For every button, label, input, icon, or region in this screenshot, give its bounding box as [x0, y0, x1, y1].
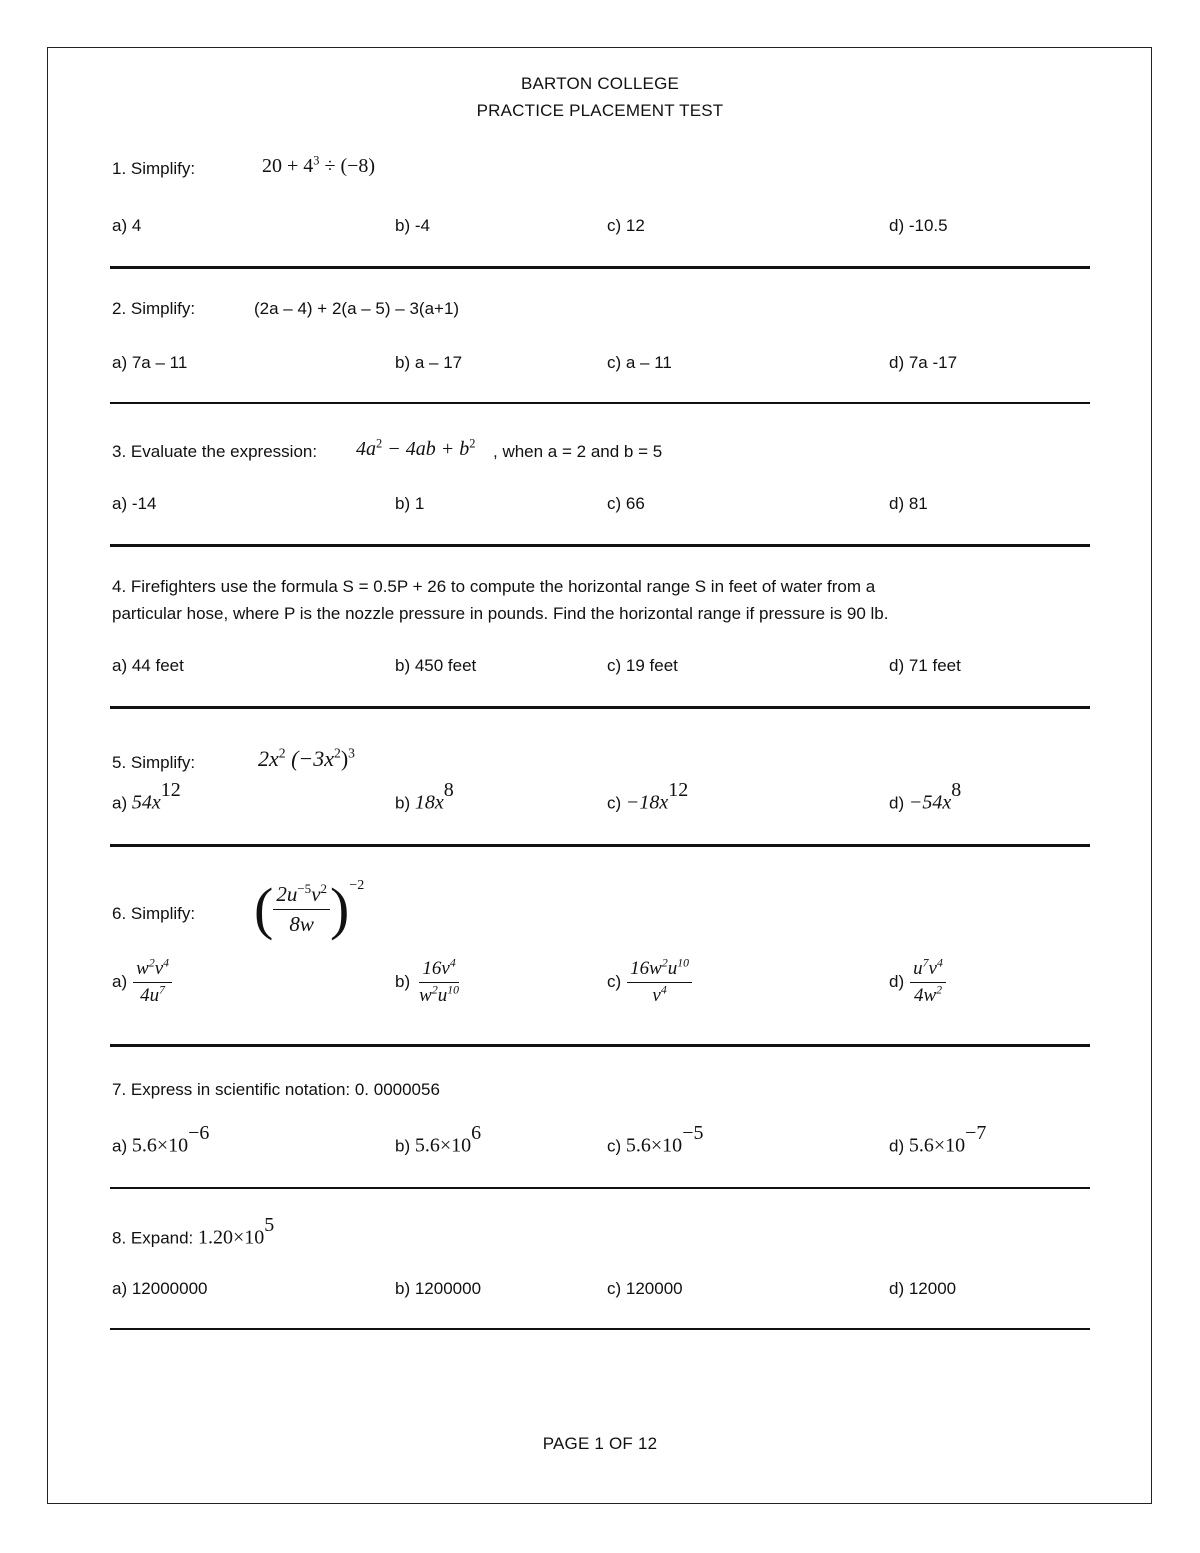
- q8-option-d[interactable]: d) 12000: [889, 1279, 957, 1298]
- question-6-expression: ( $\frac{2u^{-5}v^2}{8w}$ ) −2: [254, 876, 365, 941]
- question-5-expression: $2x^2$ $(-3x^2)^3$: [258, 745, 355, 771]
- page-number: PAGE 1 OF 12: [542, 1434, 658, 1453]
- question-4-text-line-2: particular hose, where P is the nozzle pressure in pounds. Find the horizontal range if pressure is 90 lb.: [112, 604, 889, 623]
- divider: [110, 1328, 1090, 1330]
- question-6-label: 6. Simplify:: [112, 904, 196, 923]
- q6-option-c[interactable]: c) $\frac{16w^2u^{10}}{v^4}$: [607, 958, 692, 1007]
- divider: [110, 844, 1090, 847]
- q2-option-c[interactable]: c) a – 11: [607, 353, 672, 372]
- q3-option-b[interactable]: b) 1: [395, 494, 425, 513]
- q6-option-d[interactable]: d) $\frac{u^7v^4}{4w^2}$: [889, 958, 946, 1007]
- question-3-label: 3. Evaluate the expression:: [112, 442, 318, 461]
- divider: [110, 1187, 1090, 1189]
- q6-option-b[interactable]: b) $\frac{16v^4}{w^2u^{10}}$: [395, 956, 459, 1006]
- divider: [110, 402, 1090, 404]
- divider: [110, 266, 1090, 269]
- question-8-label: 8. Expand: $1.20\times 10^5$: [112, 1214, 275, 1249]
- q3-option-d[interactable]: d) 81: [889, 494, 928, 513]
- q5-option-c[interactable]: $c) -18x^{12}$: [607, 779, 689, 814]
- q2-option-a[interactable]: a) 7a – 11: [112, 353, 188, 372]
- q1-option-c[interactable]: c) 12: [607, 216, 645, 235]
- question-1-expression: $20 + 4^3 \div (-8)$: [262, 153, 376, 177]
- question-2-label: 2. Simplify:: [112, 299, 196, 318]
- q3-option-c[interactable]: c) 66: [607, 494, 645, 513]
- q5-option-d[interactable]: $d) -54x^8$: [889, 779, 962, 814]
- q4-option-c[interactable]: c) 19 feet: [607, 656, 678, 675]
- question-2-expression: (2a – 4) + 2(a – 5) – 3(a+1): [254, 299, 460, 318]
- question-3-expression: $4a^2 - 4ab + b^2$: [356, 436, 476, 460]
- q4-option-b[interactable]: b) 450 feet: [395, 656, 477, 675]
- question-5-label: 5. Simplify:: [112, 753, 196, 772]
- q3-option-a[interactable]: a) -14: [112, 494, 157, 513]
- question-1-label: 1. Simplify:: [112, 159, 196, 178]
- college-name: BARTON COLLEGE: [520, 74, 680, 93]
- q4-option-a[interactable]: a) 44 feet: [112, 656, 184, 675]
- q2-option-d[interactable]: d) 7a -17: [889, 353, 958, 372]
- question-4-text-line-1: 4. Firefighters use the formula S = 0.5P + 26 to compute the horizontal range S in feet of water from a: [112, 577, 876, 596]
- q5-option-a[interactable]: a) $54x^{12}$: [112, 779, 181, 814]
- q6-option-a[interactable]: a) $\frac{w^2v^4}{4u^7}$: [112, 958, 172, 1007]
- test-title: PRACTICE PLACEMENT TEST: [476, 101, 724, 120]
- q8-option-a[interactable]: a) 12000000: [112, 1279, 208, 1298]
- q2-option-b[interactable]: b) a – 17: [395, 353, 463, 372]
- q7-option-a[interactable]: a) $5.6\times 10^{-6}$: [112, 1122, 210, 1157]
- q5-option-b[interactable]: b) $18x^8$: [395, 779, 454, 814]
- divider: [110, 544, 1090, 547]
- q7-option-d[interactable]: d) $5.6\times 10^{-7}$: [889, 1122, 987, 1157]
- q7-option-c[interactable]: c) $5.6\times 10^{-5}$: [607, 1122, 704, 1157]
- q8-option-b[interactable]: b) 1200000: [395, 1279, 482, 1298]
- q7-option-b[interactable]: b) $5.6\times 10^6$: [395, 1122, 482, 1157]
- divider: [110, 706, 1090, 709]
- q1-option-a[interactable]: a) 4: [112, 216, 142, 235]
- q4-option-d[interactable]: d) 71 feet: [889, 656, 961, 675]
- q1-option-d[interactable]: d) -10.5: [889, 216, 948, 235]
- question-7-label: 7. Express in scientific notation: 0. 0000056: [112, 1080, 440, 1099]
- divider: [110, 1044, 1090, 1047]
- q8-option-c[interactable]: c) 120000: [607, 1279, 683, 1298]
- question-3-condition: , when a = 2 and b = 5: [493, 442, 663, 461]
- q1-option-b[interactable]: b) -4: [395, 216, 430, 235]
